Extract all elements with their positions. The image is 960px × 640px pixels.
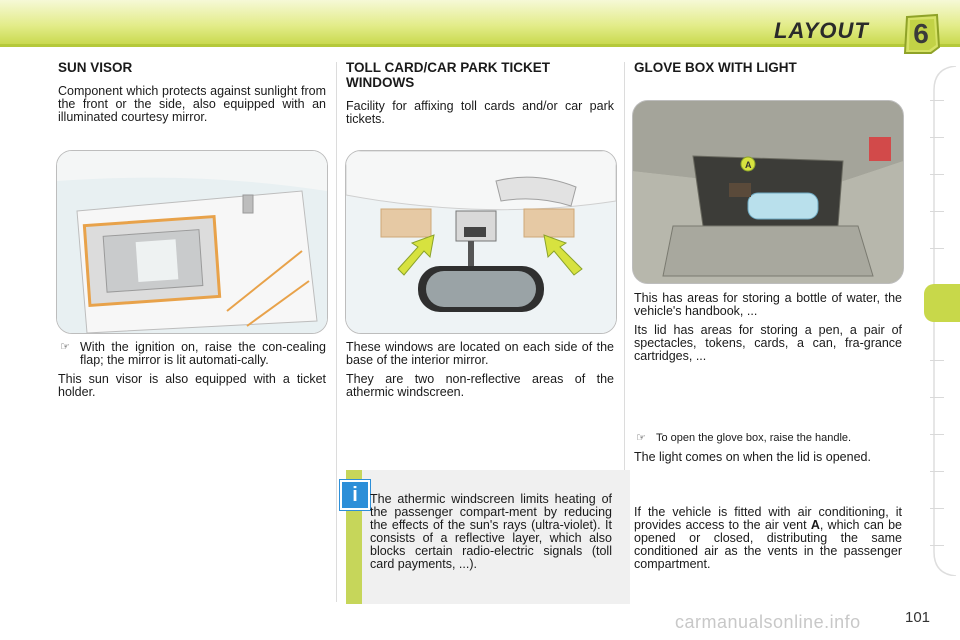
header-rule (0, 44, 960, 47)
column-divider (336, 62, 337, 602)
pointing-hand-icon: ☞ (636, 432, 646, 444)
air-vent-text-b: , which can be opened or closed, distributing the same conditioned air as the vents in the passenger compartment. (634, 518, 902, 571)
glove-box-section (634, 60, 902, 85)
glove-box-lid: Its lid has areas for storing a pen, a pair of spectacles, tokens, cards, a can, fra-grance cartridges, ... (634, 323, 902, 363)
info-icon: i (340, 480, 370, 510)
tab-notch (930, 471, 944, 472)
air-vent-label: A (810, 518, 820, 532)
sun-visor-intro: Component which protects against sunlight from the front or the side, also equipped with an illuminated courtesy mirror. (58, 84, 326, 124)
glove-box-light: The light comes on when the lid is opened. (634, 450, 871, 464)
tab-notch (930, 100, 944, 101)
page-number: 101 (905, 609, 931, 626)
glove-box-storage: This has areas for storing a bottle of water, the vehicle's handbook, ... (634, 291, 902, 318)
tab-notch (930, 174, 944, 175)
page-title: LAYOUT (774, 18, 869, 43)
sun-visor-instruction: With the ignition on, raise the con-cealing flap; the mirror is lit automati-cally. (80, 340, 326, 367)
tab-notch (930, 434, 944, 435)
info-text: The athermic windscreen limits heating of the passenger compart-ment by reducing the effects of the sun's rays (ultra-violet). It consists of a reflective layer, which also blocks certain radio-electric signals (toll card payments, ...). (370, 492, 612, 571)
watermark: carmanualsonline.info (675, 612, 861, 632)
instruction-row (58, 341, 326, 367)
glove-box-illustration (632, 100, 904, 284)
glove-box-body (634, 292, 902, 369)
toll-card-windows-illustration (345, 150, 617, 334)
tab-notch (930, 508, 944, 509)
sun-visor-illustration (56, 150, 328, 334)
tab-notch (930, 360, 944, 361)
tab-notch (930, 137, 944, 138)
toll-card-location: These windows are located on each side of the base of the interior mirror. (346, 340, 614, 367)
instruction-row (634, 432, 902, 445)
sun-visor-ticket-holder-note: This sun visor is also equipped with a ticket holder. (58, 372, 326, 399)
glove-box-open-instruction: To open the glove box, raise the handle. (656, 432, 852, 444)
section-heading: GLOVE BOX WITH LIGHT (634, 60, 797, 75)
glove-box-open (634, 432, 902, 470)
tab-notch (930, 248, 944, 249)
section-heading: TOLL CARD/CAR PARK TICKET WINDOWS (346, 60, 550, 90)
sun-visor-body (58, 341, 326, 405)
chapter-number: 6 (913, 18, 929, 49)
callout-a-label: A (745, 160, 752, 170)
tab-notch (930, 211, 944, 212)
glove-box-air-vent (634, 506, 902, 571)
air-vent-text-a: If the vehicle is fitted with air conditioning, it provides access to the air vent (634, 505, 902, 532)
sun-visor-section (58, 60, 326, 130)
tab-notch (930, 397, 944, 398)
toll-card-intro: Facility for affixing toll cards and/or car park tickets. (346, 99, 614, 126)
glove-box-air (634, 506, 902, 577)
chapter-tab-active[interactable] (924, 284, 960, 322)
section-heading: SUN VISOR (58, 60, 133, 75)
toll-card-nonreflective: They are two non-reflective areas of the athermic windscreen. (346, 372, 614, 399)
tab-notch (930, 545, 944, 546)
toll-card-body (346, 341, 614, 405)
toll-card-section (346, 60, 614, 132)
pointing-hand-icon: ☞ (60, 341, 70, 353)
